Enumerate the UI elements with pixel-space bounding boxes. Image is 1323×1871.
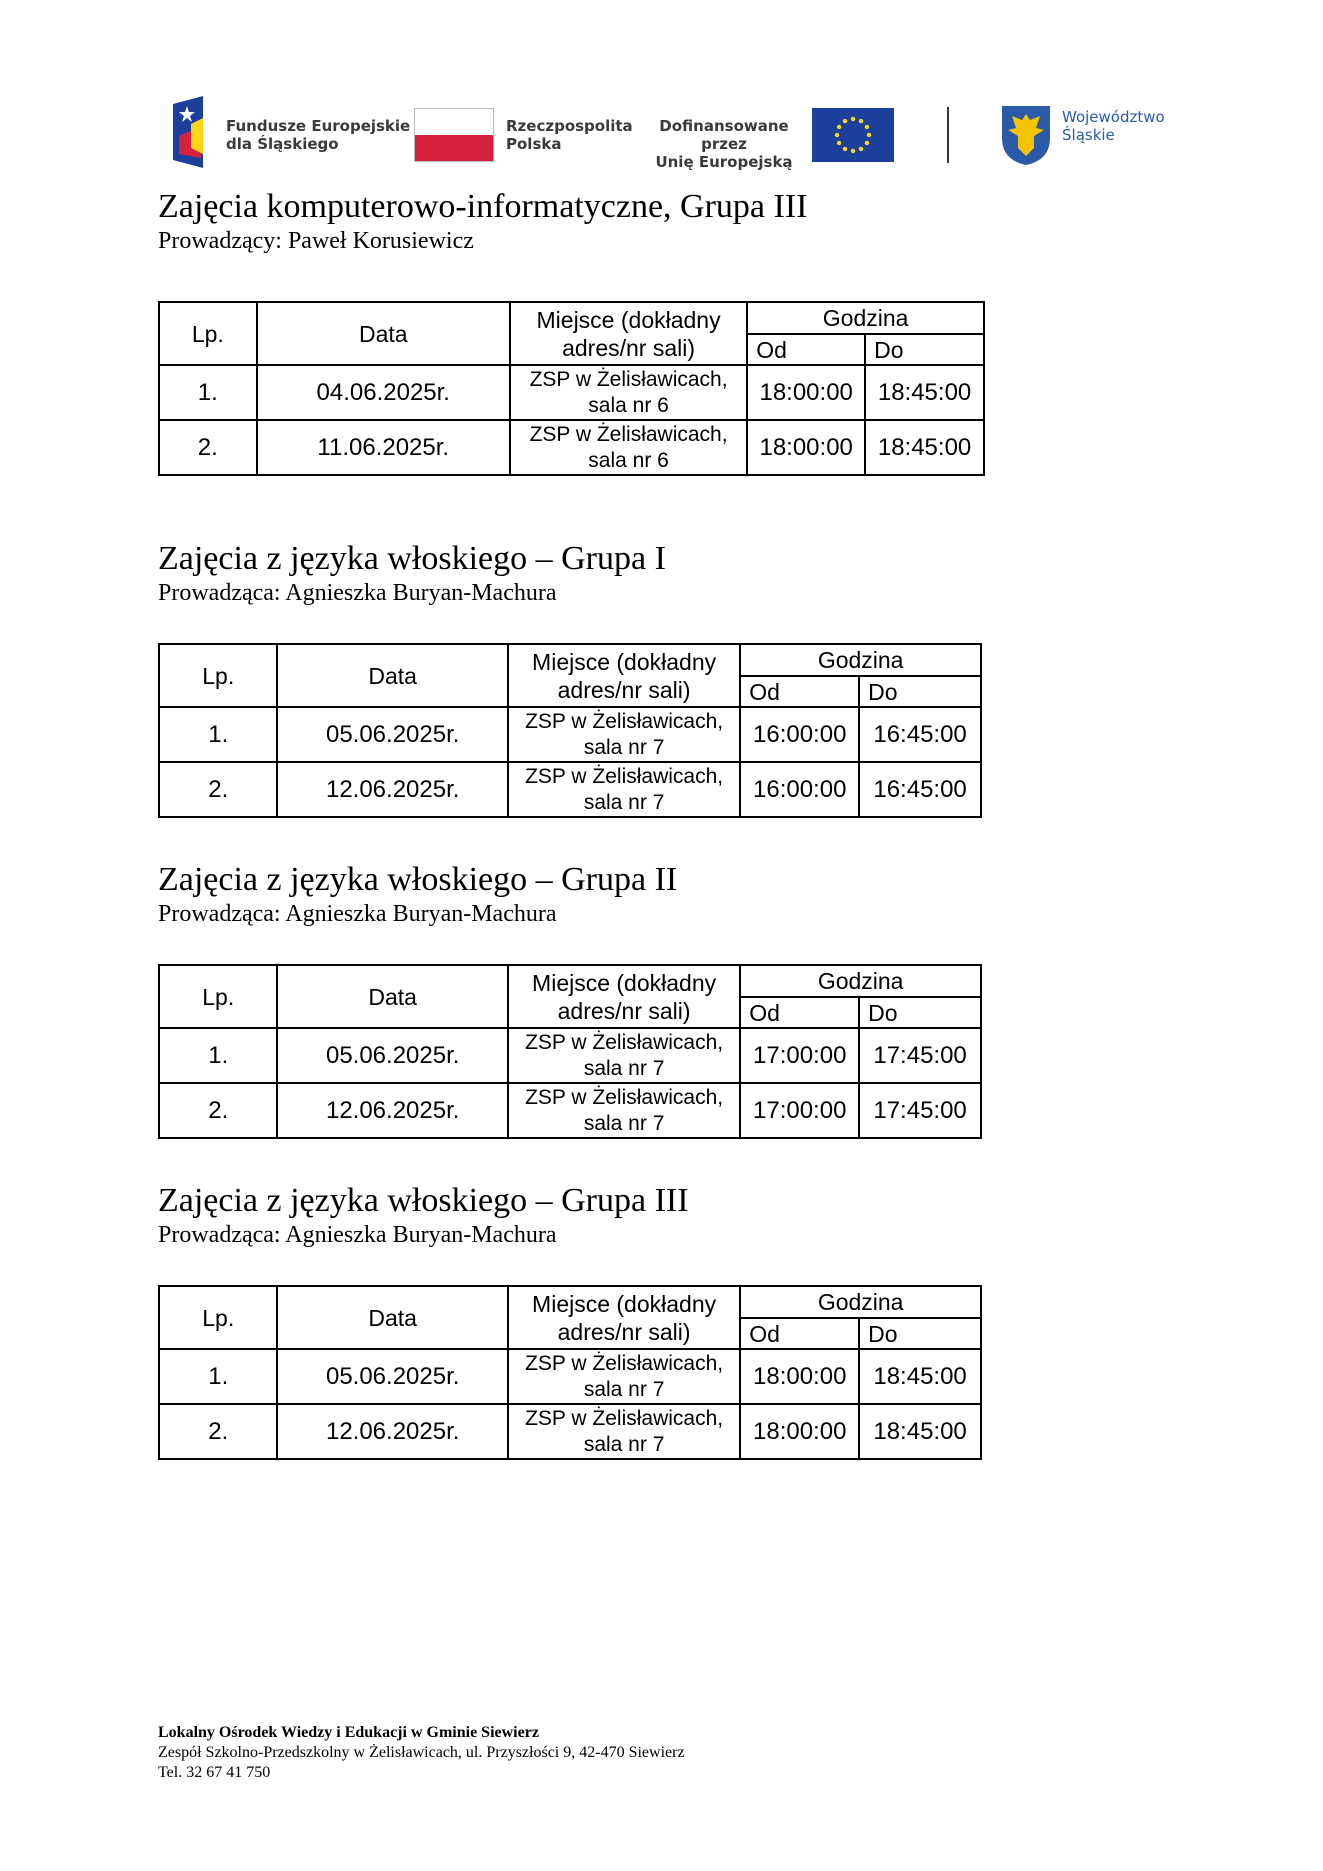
slask-line-1: Województwo [1062,108,1165,126]
section-instructor: Prowadząca: Agnieszka Buryan-Machura [158,1222,557,1248]
table-row [159,1404,981,1459]
col-miejsce-header [508,1286,740,1349]
miejsce-line-2: adres/nr sali) [557,997,691,1024]
footer-organization: Lokalny Ośrodek Wiedzy i Edukacji w Gminie Siewierz [158,1724,539,1741]
row-lp: 2. [159,420,257,475]
row-do: 18:45:00 [865,365,984,420]
rp-line-2: Polska [506,135,562,153]
table-header-row [159,965,981,997]
table-header-row [159,302,984,334]
place-line-2: sala nr 7 [583,1111,665,1135]
miejsce-line-2: adres/nr sali) [557,1318,691,1345]
eu-cofinanced-label [640,117,808,171]
col-data-header: Data [277,965,507,1028]
logo-bar [0,0,1323,180]
row-lp: 1. [159,1028,277,1083]
col-do-header: Do [859,676,981,707]
footer-address: Zespół Szkolno-Przedszkolny w Żelisławicach, ul. Przyszłości 9, 42-470 Siewierz [158,1744,685,1761]
col-do-header: Do [859,1318,981,1349]
place-line-1: ZSP w Żelisławicach, [525,1406,724,1430]
schedule-table-1 [158,301,985,476]
row-date: 05.06.2025r. [277,707,507,762]
row-od: 18:00:00 [740,1349,859,1404]
place-line-1: ZSP w Żelisławicach, [529,422,728,446]
place-line-1: ZSP w Żelisławicach, [525,1351,724,1375]
row-place [508,762,740,817]
table-row [159,707,981,762]
row-do: 16:45:00 [859,707,981,762]
col-od-header: Od [740,676,859,707]
rzeczpospolita-label [506,117,633,153]
row-date: 12.06.2025r. [277,762,507,817]
row-od: 17:00:00 [740,1083,859,1138]
row-od: 18:00:00 [747,365,865,420]
miejsce-line-2: adres/nr sali) [562,334,696,361]
col-lp-header: Lp. [159,965,277,1028]
col-od-header: Od [740,997,859,1028]
table-row [159,365,984,420]
fundusze-europejskie-logo-icon [173,96,221,168]
row-lp: 2. [159,1083,277,1138]
miejsce-line-1: Miejsce (dokładny [532,969,717,996]
row-lp: 1. [159,1349,277,1404]
row-lp: 1. [159,365,257,420]
row-place [508,1349,740,1404]
table-header-row [159,644,981,676]
footer-phone: Tel. 32 67 41 750 [158,1764,271,1781]
miejsce-line-1: Miejsce (dokładny [536,306,721,333]
row-od: 16:00:00 [740,707,859,762]
page-footer [158,1723,685,1783]
row-date: 05.06.2025r. [277,1028,507,1083]
section-2-heading [158,539,988,607]
row-date: 11.06.2025r. [257,420,510,475]
row-place [510,420,747,475]
col-godzina-header: Godzina [747,302,984,334]
row-od: 16:00:00 [740,762,859,817]
eu-flag-icon [812,108,894,162]
logo-divider [947,107,949,163]
place-line-1: ZSP w Żelisławicach, [525,1030,724,1054]
row-place [510,365,747,420]
col-data-header: Data [257,302,510,365]
section-title: Zajęcia z języka włoskiego – Grupa I [158,540,666,577]
slaskie-eagle-logo-icon [1000,104,1052,166]
col-data-header: Data [277,644,507,707]
table-header-row [159,1286,981,1318]
col-lp-header: Lp. [159,302,257,365]
section-title: Zajęcia z języka włoskiego – Grupa III [158,1182,689,1219]
row-od: 18:00:00 [740,1404,859,1459]
miejsce-line-1: Miejsce (dokładny [532,648,717,675]
row-lp: 2. [159,762,277,817]
table-row [159,762,981,817]
eu-line-1: Dofinansowane przez [659,117,789,153]
col-od-header: Od [740,1318,859,1349]
section-3-heading [158,860,988,928]
rp-line-1: Rzeczpospolita [506,117,633,135]
col-godzina-header: Godzina [740,965,981,997]
slask-line-2: Śląskie [1062,126,1115,144]
place-line-2: sala nr 7 [583,735,665,759]
place-line-2: sala nr 7 [583,790,665,814]
row-date: 05.06.2025r. [277,1349,507,1404]
col-miejsce-header [508,965,740,1028]
fe-line-1: Fundusze Europejskie [226,117,411,135]
col-lp-header: Lp. [159,644,277,707]
miejsce-line-2: adres/nr sali) [557,676,691,703]
row-date: 12.06.2025r. [277,1083,507,1138]
wojewodztwo-slaskie-label [1062,108,1165,144]
polish-flag-icon [414,108,494,162]
schedule-table-2 [158,643,982,818]
row-do: 18:45:00 [859,1349,981,1404]
fe-line-2: dla Śląskiego [226,135,339,153]
section-1-heading [158,187,988,255]
row-lp: 1. [159,707,277,762]
col-miejsce-header [510,302,747,365]
col-do-header: Do [865,334,984,365]
col-godzina-header: Godzina [740,1286,981,1318]
row-place [508,1028,740,1083]
row-do: 18:45:00 [859,1404,981,1459]
row-place [508,1404,740,1459]
table-row [159,1349,981,1404]
fundusze-europejskie-label [226,117,410,153]
section-instructor: Prowadząca: Agnieszka Buryan-Machura [158,580,557,606]
section-4-heading [158,1181,988,1249]
col-lp-header: Lp. [159,1286,277,1349]
row-od: 18:00:00 [747,420,865,475]
row-date: 04.06.2025r. [257,365,510,420]
table-row [159,1028,981,1083]
place-line-1: ZSP w Żelisławicach, [525,1085,724,1109]
place-line-1: ZSP w Żelisławicach, [529,367,728,391]
row-do: 16:45:00 [859,762,981,817]
table-row [159,1083,981,1138]
row-do: 17:45:00 [859,1083,981,1138]
eu-line-2: Unię Europejską [655,153,793,171]
col-miejsce-header [508,644,740,707]
section-title: Zajęcia komputerowo-informatyczne, Grupa III [158,188,808,225]
row-lp: 2. [159,1404,277,1459]
place-line-2: sala nr 7 [583,1056,665,1080]
row-place [508,1083,740,1138]
col-godzina-header: Godzina [740,644,981,676]
schedule-table-3 [158,964,982,1139]
row-do: 18:45:00 [865,420,984,475]
row-place [508,707,740,762]
col-od-header: Od [747,334,865,365]
place-line-2: sala nr 6 [588,393,669,417]
schedule-table-4 [158,1285,982,1460]
row-od: 17:00:00 [740,1028,859,1083]
table-row [159,420,984,475]
col-data-header: Data [277,1286,507,1349]
place-line-1: ZSP w Żelisławicach, [525,709,724,733]
place-line-2: sala nr 7 [583,1377,665,1401]
row-date: 12.06.2025r. [277,1404,507,1459]
section-instructor: Prowadzący: Paweł Korusiewicz [158,228,474,254]
row-do: 17:45:00 [859,1028,981,1083]
section-instructor: Prowadząca: Agnieszka Buryan-Machura [158,901,557,927]
col-do-header: Do [859,997,981,1028]
place-line-1: ZSP w Żelisławicach, [525,764,724,788]
place-line-2: sala nr 7 [583,1432,665,1456]
place-line-2: sala nr 6 [588,448,669,472]
miejsce-line-1: Miejsce (dokładny [532,1290,717,1317]
section-title: Zajęcia z języka włoskiego – Grupa II [158,861,678,898]
